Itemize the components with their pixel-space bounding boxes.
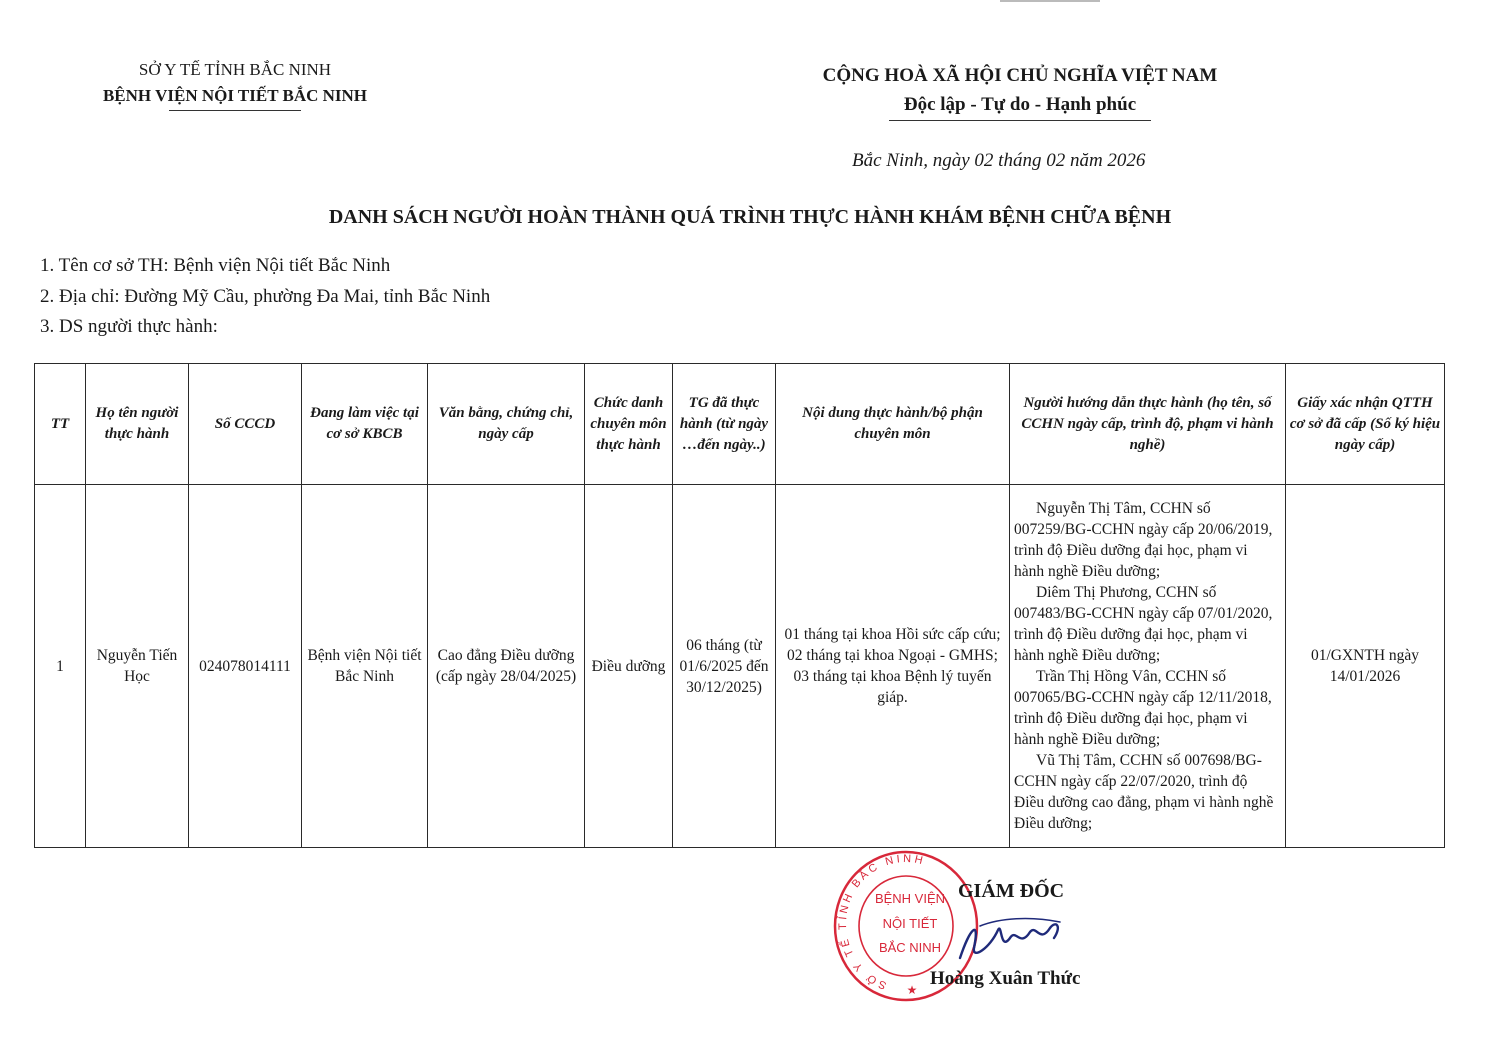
cell-cccd: 024078014111 (189, 485, 302, 848)
table-header-row (35, 364, 1445, 485)
cell-title: Điều dưỡng (585, 485, 673, 848)
facility-line: 1. Tên cơ sở TH: Bệnh viện Nội tiết Bắc Ninh (40, 255, 391, 276)
motto-underline (889, 120, 1151, 121)
header-tt: TT (35, 364, 86, 485)
svg-text:BẮC NINH: BẮC NINH (878, 940, 942, 955)
header-underline (169, 110, 301, 111)
signatory-title: GIÁM ĐỐC (958, 880, 1065, 902)
svg-text:★: ★ (906, 983, 918, 997)
header-certificate: Giấy xác nhận QTTH cơ sở đã cấp (Số ký hiệu ngày cấp) (1286, 364, 1445, 485)
header-degree: Văn bằng, chứng chỉ, ngày cấp (428, 364, 585, 485)
header-cccd: Số CCCD (189, 364, 302, 485)
handwritten-signature (950, 908, 1070, 968)
department-name: SỞ Y TẾ TỈNH BẮC NINH (138, 60, 332, 79)
nation-name: CỘNG HOÀ XÃ HỘI CHỦ NGHĨA VIỆT NAM (822, 65, 1218, 86)
cell-content: 01 tháng tại khoa Hồi sức cấp cứu; 02 tháng tại khoa Ngoại - GMHS; 03 tháng tại khoa Bệnh lý tuyến giáp. (776, 485, 1010, 848)
cell-duration: 06 tháng (từ 01/6/2025 đến 30/12/2025) (673, 485, 776, 848)
guide-entry: Nguyễn Thị Tâm, CCHN số 007259/BG-CCHN ngày cấp 20/06/2019, trình độ Điều dưỡng đại học, phạm vi hành nghề Điều dưỡng; (1014, 500, 1273, 580)
guide-entry: Diêm Thị Phương, CCHN số 007483/BG-CCHN ngày cấp 07/01/2020, trình độ Điều dưỡng đại học, phạm vi hành nghề Điều dưỡng; (1014, 584, 1273, 664)
header-name: Họ tên người thực hành (86, 364, 189, 485)
practitioner-table (34, 363, 1445, 848)
cell-tt: 1 (35, 485, 86, 848)
cell-certificate: 01/GXNTH ngày 14/01/2026 (1286, 485, 1445, 848)
cell-degree: Cao đẳng Điều dưỡng (cấp ngày 28/04/2025) (428, 485, 585, 848)
scan-edge-mark (1000, 0, 1100, 2)
national-header (770, 62, 1270, 121)
header-workplace: Đang làm việc tại cơ sở KBCB (302, 364, 428, 485)
header-guide: Người hướng dẫn thực hành (họ tên, số CCHN ngày cấp, trình độ, phạm vi hành nghề) (1010, 364, 1286, 485)
svg-text:BỆNH VIỆN: BỆNH VIỆN (874, 891, 946, 906)
address-line: 2. Địa chỉ: Đường Mỹ Cầu, phường Đa Mai, tỉnh Bắc Ninh (40, 286, 491, 307)
header-duration: TG đã thực hành (từ ngày …đến ngày..) (673, 364, 776, 485)
svg-text:NỘI TIẾT: NỘI TIẾT (882, 916, 938, 931)
national-motto: Độc lập - Tự do - Hạnh phúc (903, 94, 1137, 115)
guide-entry: Trần Thị Hồng Vân, CCHN số 007065/BG-CCHN ngày cấp 12/11/2018, trình độ Điều dưỡng đại học, phạm vi hành nghề Điều dưỡng; (1014, 668, 1272, 748)
hospital-name: BỆNH VIỆN NỘI TIẾT BẮC NINH (102, 86, 368, 105)
cell-guides (1010, 485, 1286, 848)
document-title: DANH SÁCH NGƯỜI HOÀN THÀNH QUÁ TRÌNH THỰC HÀNH KHÁM BỆNH CHỮA BỆNH (328, 206, 1172, 228)
signatory-name: Hoàng Xuân Thức (930, 968, 1081, 989)
cell-name: Nguyễn Tiến Học (86, 485, 189, 848)
table-row (35, 485, 1445, 848)
header-title: Chức danh chuyên môn thực hành (585, 364, 673, 485)
guide-entry: Vũ Thị Tâm, CCHN số 007698/BG-CCHN ngày cấp 22/07/2020, trình độ Điều dưỡng cao đẳng, phạm vi hành nghề Điều dưỡng; (1014, 752, 1274, 832)
cell-workplace: Bệnh viện Nội tiết Bắc Ninh (302, 485, 428, 848)
list-label: 3. DS người thực hành: (40, 316, 218, 337)
issuer-header (40, 58, 430, 111)
header-content: Nội dung thực hành/bộ phận chuyên môn (776, 364, 1010, 485)
svg-text:SỞ Y TẾ TỈNH BẮC NINH: SỞ Y TẾ TỈNH BẮC NINH (836, 852, 927, 992)
date-line: Bắc Ninh, ngày 02 tháng 02 năm 2026 (852, 150, 1146, 171)
